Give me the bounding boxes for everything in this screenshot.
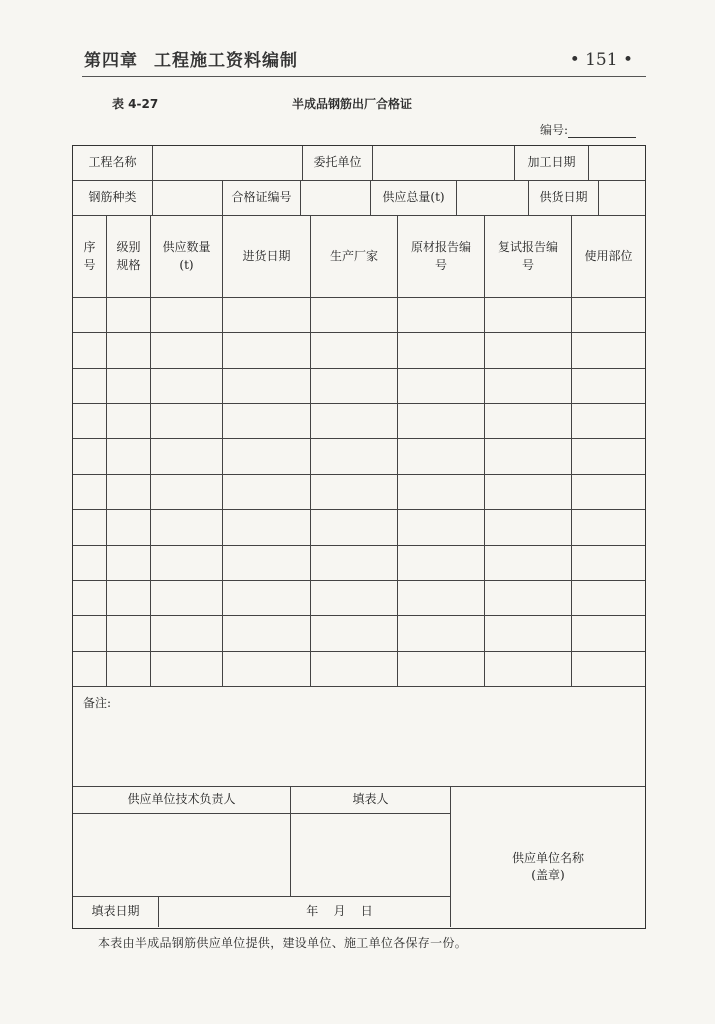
table-cell[interactable] xyxy=(73,439,107,474)
supplier-seal-area[interactable] xyxy=(451,787,645,927)
field-filler-signature[interactable] xyxy=(291,814,451,897)
col-header-raw-report-text: 原材报告编号 xyxy=(411,240,472,272)
col-header-supply-qty xyxy=(151,216,223,298)
table-cell[interactable] xyxy=(485,439,572,474)
table-cell[interactable] xyxy=(73,369,107,404)
table-cell[interactable] xyxy=(107,652,151,687)
table-cell[interactable] xyxy=(311,369,398,404)
table-cell[interactable] xyxy=(311,510,398,545)
label-process-date: 加工日期 xyxy=(515,146,589,181)
form-title: 半成品钢筋出厂合格证 xyxy=(292,97,413,111)
table-cell[interactable] xyxy=(151,475,223,510)
table-cell[interactable] xyxy=(223,581,311,616)
table-cell[interactable] xyxy=(223,298,311,333)
table-cell[interactable] xyxy=(107,581,151,616)
table-cell[interactable] xyxy=(107,546,151,581)
table-cell[interactable] xyxy=(398,581,485,616)
label-client-unit: 委托单位 xyxy=(303,146,373,181)
field-supplier-tech-lead-signature[interactable] xyxy=(73,814,291,897)
table-cell[interactable] xyxy=(311,333,398,368)
table-cell[interactable] xyxy=(398,439,485,474)
table-cell[interactable] xyxy=(223,439,311,474)
table-cell[interactable] xyxy=(107,439,151,474)
table-cell[interactable] xyxy=(485,369,572,404)
table-cell[interactable] xyxy=(151,652,223,687)
col-header-manufacturer: 生产厂家 xyxy=(311,216,398,298)
table-cell[interactable] xyxy=(151,439,223,474)
table-cell[interactable] xyxy=(485,298,572,333)
col-header-seq-text: 序号 xyxy=(83,240,96,272)
table-cell[interactable] xyxy=(151,510,223,545)
label-fill-date: 填表日期 xyxy=(73,897,159,927)
field-process-date[interactable] xyxy=(589,146,645,181)
table-cell[interactable] xyxy=(572,581,645,616)
chapter-heading xyxy=(84,46,298,71)
table-cell[interactable] xyxy=(572,546,645,581)
serial-label: 编号: xyxy=(540,123,569,137)
serial-blank[interactable] xyxy=(568,125,636,138)
table-cell[interactable] xyxy=(151,298,223,333)
fill-date-format: 年 月 日 xyxy=(306,904,373,919)
table-cell[interactable] xyxy=(398,404,485,439)
col-header-seq xyxy=(73,216,107,298)
table-cell[interactable] xyxy=(398,546,485,581)
table-cell[interactable] xyxy=(485,510,572,545)
table-cell[interactable] xyxy=(485,333,572,368)
table-cell[interactable] xyxy=(107,510,151,545)
table-cell[interactable] xyxy=(311,616,398,651)
table-cell[interactable] xyxy=(398,369,485,404)
col-header-grade xyxy=(107,216,151,298)
table-cell[interactable] xyxy=(107,616,151,651)
table-cell[interactable] xyxy=(572,510,645,545)
field-project-name[interactable] xyxy=(153,146,303,181)
table-cell[interactable] xyxy=(73,298,107,333)
table-cell[interactable] xyxy=(398,616,485,651)
table-cell[interactable] xyxy=(572,475,645,510)
table-cell[interactable] xyxy=(151,333,223,368)
serial-number-field[interactable] xyxy=(540,121,636,138)
table-cell[interactable] xyxy=(73,616,107,651)
label-total-supply: 供应总量(t) xyxy=(371,181,457,216)
table-cell[interactable] xyxy=(485,652,572,687)
table-cell[interactable] xyxy=(572,439,645,474)
table-cell[interactable] xyxy=(73,652,107,687)
table-cell[interactable] xyxy=(107,298,151,333)
col-header-arrival-date: 进货日期 xyxy=(223,216,311,298)
table-cell[interactable] xyxy=(485,475,572,510)
table-cell[interactable] xyxy=(223,475,311,510)
table-cell[interactable] xyxy=(223,652,311,687)
table-cell[interactable] xyxy=(572,333,645,368)
remarks-field[interactable] xyxy=(73,687,645,787)
table-cell[interactable] xyxy=(73,546,107,581)
footnote: 本表由半成品钢筋供应单位提供，建设单位、施工单位各保存一份。 xyxy=(98,936,468,950)
table-cell[interactable] xyxy=(485,546,572,581)
col-header-raw-report xyxy=(398,216,485,298)
table-cell[interactable] xyxy=(311,475,398,510)
table-cell[interactable] xyxy=(223,616,311,651)
col-header-retest-report xyxy=(485,216,572,298)
supplier-seal-text xyxy=(512,830,584,885)
table-cell[interactable] xyxy=(485,404,572,439)
table-cell[interactable] xyxy=(107,404,151,439)
col-header-supply-qty-text: 供应数量(t) xyxy=(162,240,211,272)
col-header-retest-report-text: 复试报告编号 xyxy=(498,240,559,272)
label-certificate-no: 合格证编号 xyxy=(223,181,301,216)
table-cell[interactable] xyxy=(485,581,572,616)
table-cell[interactable] xyxy=(223,369,311,404)
table-cell[interactable] xyxy=(73,510,107,545)
field-total-supply[interactable] xyxy=(457,181,529,216)
table-cell[interactable] xyxy=(311,652,398,687)
table-cell[interactable] xyxy=(107,369,151,404)
table-cell[interactable] xyxy=(311,298,398,333)
field-client-unit[interactable] xyxy=(373,146,515,181)
table-cell[interactable] xyxy=(73,475,107,510)
table-cell[interactable] xyxy=(311,546,398,581)
field-certificate-no[interactable] xyxy=(301,181,371,216)
label-filler: 填表人 xyxy=(291,787,451,814)
label-project-name: 工程名称 xyxy=(73,146,153,181)
chapter-title: 工程施工资料编制 xyxy=(154,51,298,71)
table-cell[interactable] xyxy=(73,581,107,616)
table-cell[interactable] xyxy=(311,439,398,474)
field-delivery-date[interactable] xyxy=(599,181,645,216)
table-cell[interactable] xyxy=(485,616,572,651)
table-cell[interactable] xyxy=(572,652,645,687)
table-cell[interactable] xyxy=(398,652,485,687)
table-cell[interactable] xyxy=(311,581,398,616)
table-cell[interactable] xyxy=(151,616,223,651)
table-cell[interactable] xyxy=(572,298,645,333)
supplier-name-label: 供应单位名称 xyxy=(511,850,584,865)
table-cell[interactable] xyxy=(398,475,485,510)
table-cell[interactable] xyxy=(223,546,311,581)
table-cell[interactable] xyxy=(151,581,223,616)
field-rebar-type[interactable] xyxy=(153,181,223,216)
table-cell[interactable] xyxy=(398,510,485,545)
header-rule xyxy=(82,76,646,77)
label-delivery-date: 供货日期 xyxy=(529,181,599,216)
table-cell[interactable] xyxy=(398,333,485,368)
table-cell[interactable] xyxy=(572,616,645,651)
table-cell[interactable] xyxy=(223,510,311,545)
table-cell[interactable] xyxy=(151,546,223,581)
table-cell[interactable] xyxy=(223,404,311,439)
table-cell[interactable] xyxy=(223,333,311,368)
table-cell[interactable] xyxy=(398,298,485,333)
page-number: • 151 • xyxy=(569,50,633,70)
table-cell[interactable] xyxy=(572,404,645,439)
table-cell[interactable] xyxy=(311,404,398,439)
chapter-number: 第四章 xyxy=(84,51,138,71)
label-supplier-tech-lead: 供应单位技术负责人 xyxy=(73,787,291,814)
table-number: 表 4-27 xyxy=(112,97,159,111)
table-cell[interactable] xyxy=(107,475,151,510)
table-cell[interactable] xyxy=(107,333,151,368)
seal-label: (盖章) xyxy=(531,868,565,882)
table-cell[interactable] xyxy=(73,404,107,439)
table-cell[interactable] xyxy=(151,404,223,439)
col-header-usage: 使用部位 xyxy=(572,216,645,298)
remarks-label: 备注: xyxy=(83,696,112,710)
col-header-grade-text: 级别规格 xyxy=(116,240,141,272)
field-fill-date[interactable] xyxy=(159,897,451,927)
label-rebar-type: 钢筋种类 xyxy=(73,181,153,216)
certificate-form xyxy=(72,145,646,929)
table-cell[interactable] xyxy=(73,333,107,368)
table-cell[interactable] xyxy=(572,369,645,404)
table-cell[interactable] xyxy=(151,369,223,404)
